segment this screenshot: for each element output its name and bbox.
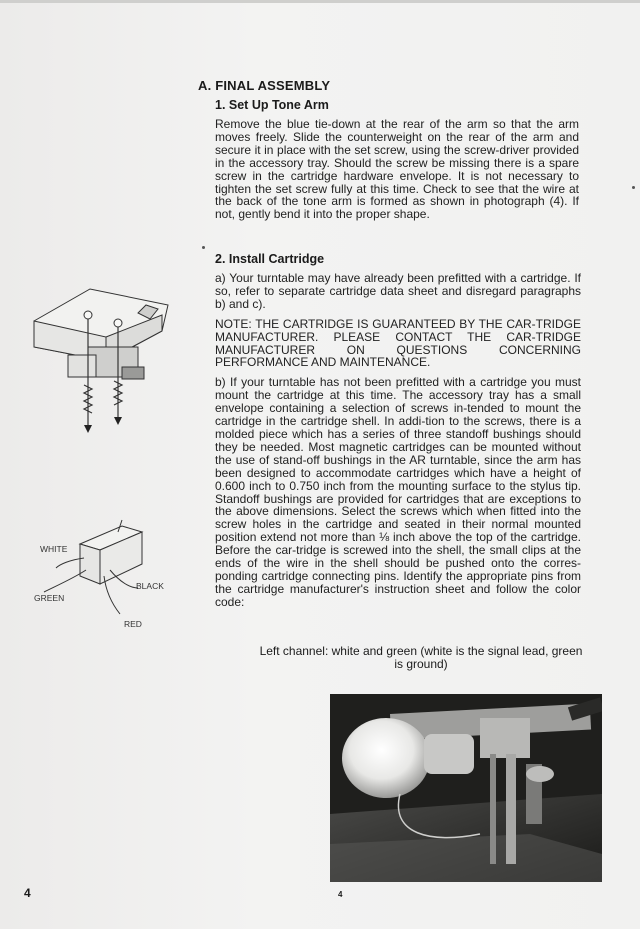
edge-mark [632,186,635,189]
margin-mark [202,246,205,249]
step1-body-block [215,118,579,221]
label-white: WHITE [40,544,68,554]
label-green: GREEN [34,593,65,603]
page-edge [0,0,640,3]
step2-body-block [215,272,581,609]
left-channel-text: Left channel: white and green (white is the signal lead, green is ground) [259,644,583,671]
page-number-center: 4 [338,890,343,899]
wire-green [44,570,86,592]
page-number-left: 4 [24,886,31,900]
step2-title: 2. Install Cartridge [215,252,325,266]
step2-para-a: a) Your turntable may have already been prefitted with a cartridge. If so, refer to separate cartridge data sheet and disregard paragraphs b) and c). [215,271,581,311]
wire-red [104,576,120,614]
step1-title: 1. Set Up Tone Arm [215,98,329,112]
cartridge-mount-diagram [28,285,176,445]
step2-note: NOTE: THE CARTRIDGE IS GUARANTEED BY THE CAR-TRIDGE MANUFACTURER. PLEASE CONTACT THE CAR-TRIDGE MANUFACTURER ON QUESTIONS CONCERNING PERFORMANCE AND MAINTENANCE. [215,316,581,370]
step2-para-b: b) If your turntable has not been prefitted with a cartridge you must mount the cartridge at this time. The accessory tray has a small envelope containing a selection of screws in-tended to mount the cartridge in the cartridge shell. In addi-tion to the screws, there is a molded piece which has a series of three standoff bushings should they be needed. Most magnetic cartridges can be mounted without the use of stand-off bushings in the AR turntable, since the arm has been designed to accommodate cartridges which have a height of 0.600 inch to 0.750 inch from the mounting surface to the stylus tip. Standoff bushings are provided for cartridges that are exceptions to the above dimensions. Select the screws which when fitted into the screw holes in the cartridge and seated in their normal mounted position extend not more than ⅛ inch above the top of the cartridge. Before the car-tridge is screwed into the shell, the small clips at the ends of the wire in the shell should be pushed onto the corres-ponding cartridge connecting pins. Identify the appropriate pins from the cartridge manufacturer's instruction sheet and follow the color code: [215,375,581,609]
label-red: RED [124,619,142,629]
label-black: BLACK [136,581,164,591]
section-heading: A. FINAL ASSEMBLY [198,78,331,93]
photo-rendering [330,694,602,882]
step1-body: Remove the blue tie-down at the rear of the arm so that the arm moves freely. Slide the counterweight on the rear of the arm and secure it in place with the set screw, using the screw-driver provided in the accessory tray. Should the screw be missing there is a spare screw in the cartridge hardware envelope. It is not necessary to tighten the set screw fully at this time. Check to see that the wire at the back of the tone arm is formed as shown in photograph (4). If not, gently bend it into the proper shape. [215,117,579,222]
step1-title-block [198,98,584,112]
step2-title-block [215,252,579,266]
tone-arm-photograph [330,694,602,882]
wiring-diagram [30,518,180,630]
